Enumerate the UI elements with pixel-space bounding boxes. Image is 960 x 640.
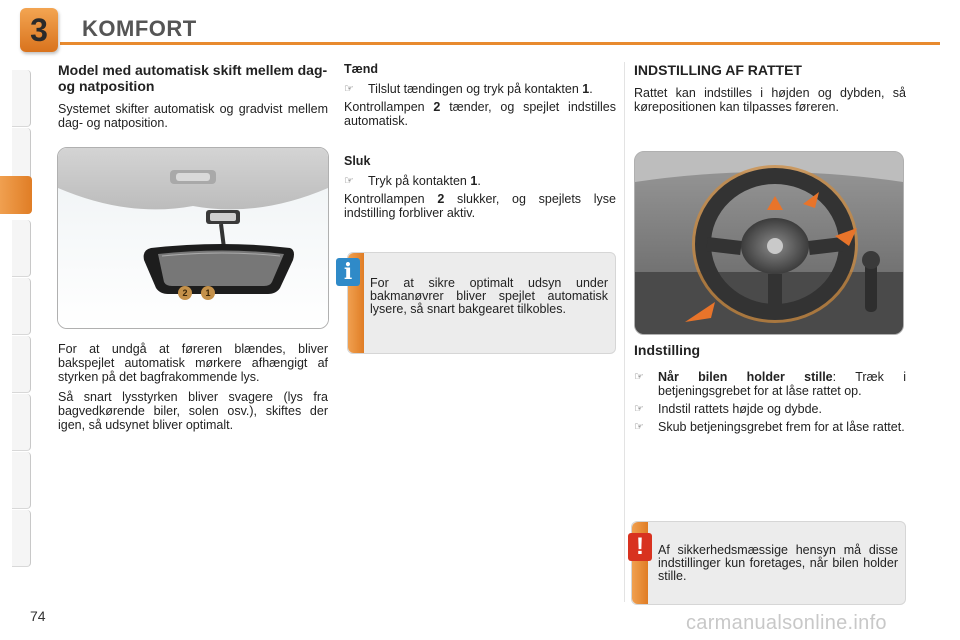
sub-heading: Indstilling [634,342,701,358]
paragraph: Så snart lysstyrken bliver svagere (lys fra bagvedkørende biler, solen osv.), skiftes der igen, så udsynet bliver optimalt. [58,390,328,432]
paragraph: For at undgå at føreren blændes, bliver bakspejlet automatisk mørkere afhængigt af styrken på det bagfrakommende lys. [58,342,328,384]
bullet-text: Tryk på kontakten [368,174,471,188]
bullet-text: Tilslut tændingen og tryk på kontakten [368,82,583,96]
para-number: 2 [433,100,441,114]
chapter-tab[interactable] [12,452,31,509]
page-title: KOMFORT [82,16,197,41]
para-text-end: tænder, og spejlet indstilles automatisk. [344,100,616,128]
bullet-bold: Når bilen holder stille [658,370,833,384]
pointing-hand-icon: ☞ [634,403,644,415]
para-text: Kontrollampen [344,192,438,206]
mirror-operation-section [344,62,616,226]
chapter-tab[interactable] [12,510,31,567]
pointing-hand-icon: ☞ [634,421,644,433]
list-item [634,402,906,416]
paragraph [344,100,616,128]
mirror-description [58,342,328,438]
mirror-section [58,62,328,136]
warning-text: Af sikkerhedsmæssige hensyn må disse indstillinger kun foretages, når bilen holder stille. [658,543,898,583]
chapter-tab[interactable] [12,70,31,127]
info-icon: i [336,258,360,286]
list-item [344,82,616,96]
bullet-number: 1 [582,82,590,96]
paragraph [344,192,616,220]
header-rule [60,42,940,45]
rearview-mirror-illustration [58,148,328,328]
callout-2: 2 [178,286,192,300]
para-text-end: slukker, og spejlets lyse indstilling forbliver aktiv. [344,192,616,220]
chapter-tab-active[interactable] [0,176,32,214]
section-heading: Model med automatisk skift mellem dag-og natposition [58,62,328,94]
chapter-tab[interactable] [12,394,31,451]
steering-photo [634,151,904,335]
bullet-text-end: . [477,174,481,188]
bullet-text: Indstil rattets højde og dybde. [658,402,822,416]
info-text: For at sikre optimalt udsyn under bakmanøvrer bliver spejlet automatisk lysere, så snart bakgearet tilkobles. [370,276,608,316]
bullet-text: : Træk i betjeningsgrebet for at låse rattet op. [658,370,906,398]
pointing-hand-icon: ☞ [344,175,354,187]
list-item [634,420,906,434]
info-box [347,252,616,354]
mirror-photo [57,147,329,329]
callout-1: 1 [201,286,215,300]
bullet-number: 1 [470,174,478,188]
list-item [344,174,616,188]
bullet-text: Skub betjeningsgrebet frem for at låse rattet. [658,420,905,434]
on-heading: Tænd [344,62,379,76]
intro-text: Systemet skifter automatisk og gradvist mellem dag- og natposition. [58,102,328,130]
steering-wheel-illustration [635,152,903,334]
steering-section [634,62,906,434]
para-text: Kontrollampen [344,100,434,114]
adjustment-subsection [634,342,906,438]
section-heading: INDSTILLING AF RATTET [634,62,802,78]
chapter-tab[interactable] [12,220,31,277]
para-number: 2 [437,192,445,206]
chapter-tab[interactable] [12,278,31,335]
chapter-tab[interactable] [12,336,31,393]
chapter-badge: 3 [20,8,58,52]
off-heading: Sluk [344,154,371,168]
watermark: carmanualsonline.info [686,612,887,634]
page-number: 74 [30,608,46,624]
bullet-text-end: . [589,82,593,96]
intro-text: Rattet kan indstilles i højden og dybden, så kørepositionen kan tilpasses føreren. [634,86,906,114]
warning-box [631,521,906,605]
chapter-tabs [0,70,32,580]
warning-icon: ! [628,533,652,561]
list-item [634,370,906,398]
column-divider [624,62,625,602]
pointing-hand-icon: ☞ [344,83,354,95]
pointing-hand-icon: ☞ [634,371,644,383]
